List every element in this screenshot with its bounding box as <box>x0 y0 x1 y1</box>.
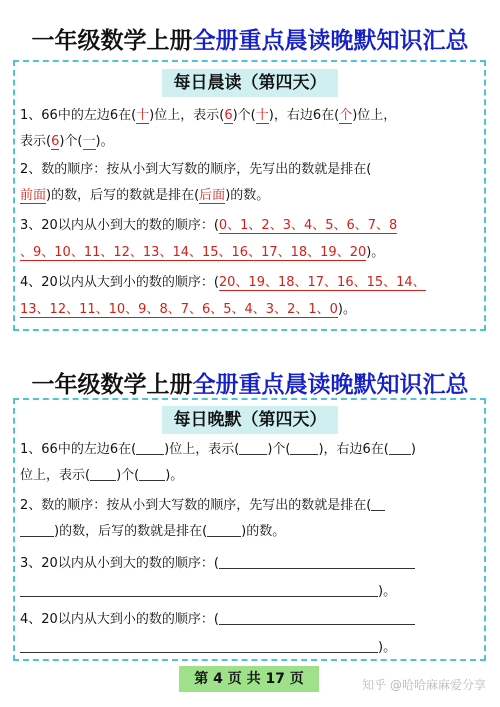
answer-blank[interactable] <box>290 440 318 455</box>
answer-blank[interactable] <box>139 466 165 481</box>
answer-blank[interactable] <box>371 496 385 511</box>
evening-heading: 每日晚默（第四天） <box>162 406 338 434</box>
morning-q3-line2: 、9、10、11、12、13、14、15、16、17、18、19、20)。 <box>20 245 385 260</box>
answer-blank[interactable] <box>239 440 267 455</box>
answer-blank[interactable] <box>136 440 164 455</box>
page-title-bottom: 一年级数学上册全册重点晨读晚默知识汇总 <box>31 372 469 398</box>
page-indicator: 第 4 页 共 17 页 <box>179 666 319 692</box>
morning-q4-line2: 13、12、11、10、9、8、7、6、5、4、3、2、1、0)。 <box>20 302 356 317</box>
morning-q1-line2: 表示(6)个(一)。 <box>20 134 114 149</box>
morning-q3-line1: 3、20以内从小到大的数的顺序：(0、1、2、3、4、5、6、7、8 <box>20 218 398 233</box>
morning-heading: 每日晨读（第四天） <box>162 69 338 97</box>
evening-q4-line2: )。 <box>20 638 396 658</box>
morning-q2-line1: 2、数的顺序：按从小到大写数的顺序，先写出的数就是排在( <box>20 162 372 177</box>
answer-blank[interactable] <box>20 522 54 537</box>
evening-q3-line2: )。 <box>20 582 396 602</box>
evening-q1-line2: 位上，表示( )个( )。 <box>20 468 184 483</box>
evening-q3-line1: 3、20以内从小到大的数的顺序：( <box>20 554 415 574</box>
watermark: 知乎 @哈哈麻麻爱分享 <box>362 678 486 692</box>
answer-blank[interactable] <box>219 554 415 569</box>
evening-q2-line2: )的数，后写的数就是排在( )的数。 <box>20 522 285 542</box>
answer-blank[interactable] <box>207 522 241 537</box>
page-title-top: 一年级数学上册全册重点晨读晚默知识汇总 <box>31 28 469 54</box>
answer-blank[interactable] <box>219 610 415 625</box>
evening-q4-line1: 4、20以内从大到小的数的顺序：( <box>20 610 415 630</box>
morning-q2-line2: 前面)的数，后写的数就是排在(后面)的数。 <box>20 188 270 203</box>
evening-q2-line1: 2、数的顺序：按从小到大写数的顺序，先写出的数就是排在( <box>20 496 385 516</box>
evening-q1-line1: 1、66中的左边6在( )位上，表示( )个( )，右边6在( ) <box>20 442 416 457</box>
answer-blank[interactable] <box>389 440 411 455</box>
answer-blank[interactable] <box>90 466 116 481</box>
answer-blank[interactable] <box>20 638 378 653</box>
morning-q4-line1: 4、20以内从大到小的数的顺序：(20、19、18、17、16、15、14、 <box>20 275 426 290</box>
answer-blank[interactable] <box>20 582 378 597</box>
morning-q1-line1: 1、66中的左边6在(十)位上，表示(6)个(十)，右边6在(个)位上， <box>20 108 397 123</box>
